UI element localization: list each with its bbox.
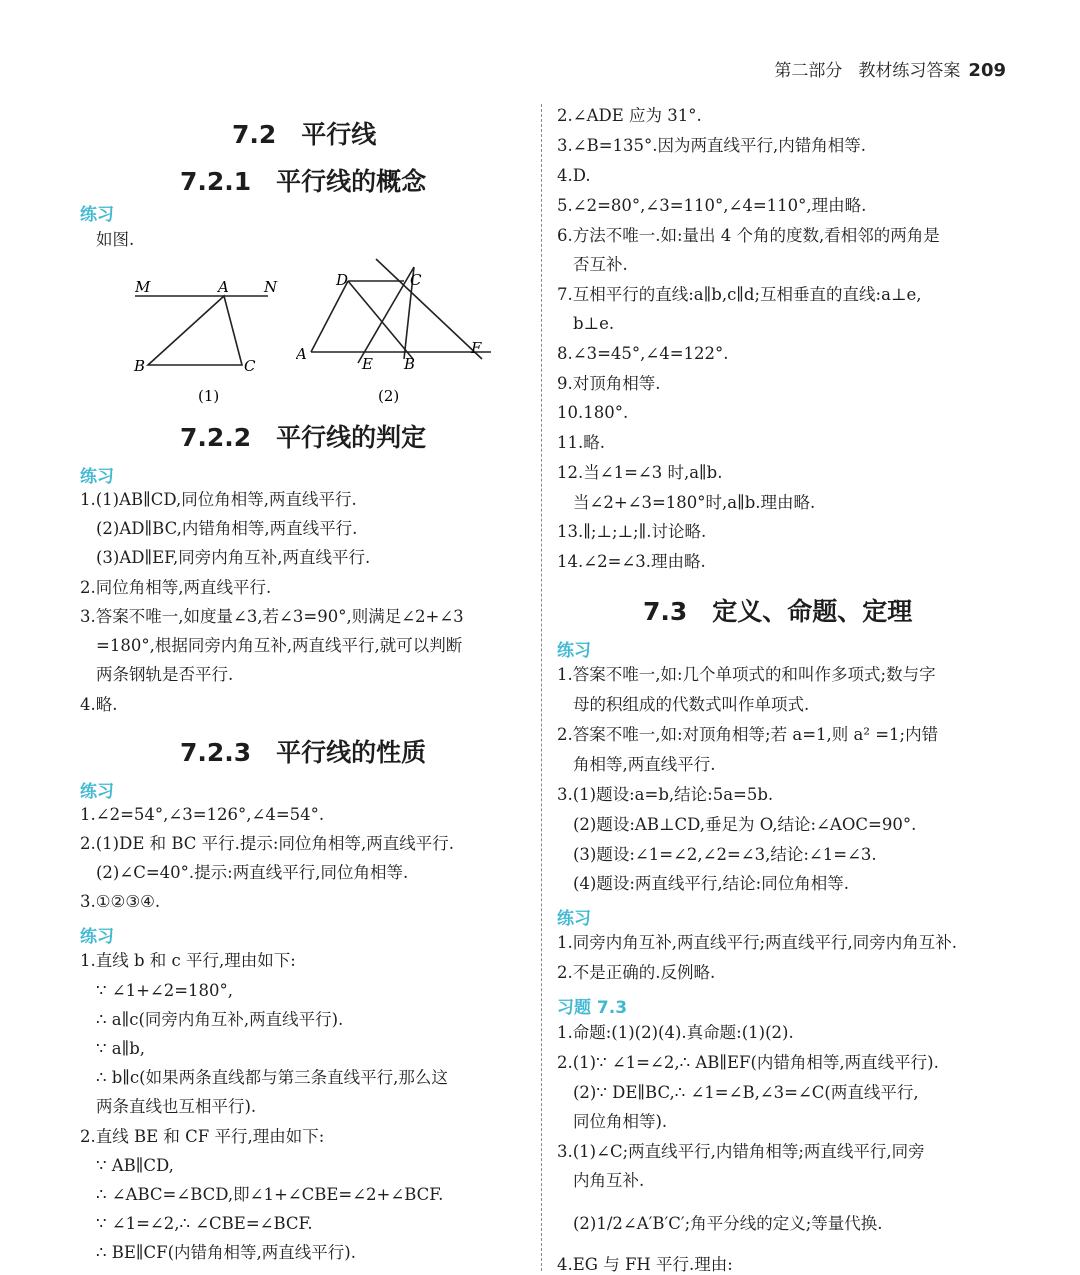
label-b: B [404,355,416,373]
answer-line: ∴ ∠ABC=∠BCD,即∠1+∠CBE=∠2+∠BCF. [96,1185,444,1204]
column-divider [541,104,542,1271]
subsection-title-7-2-3: 7.2.3 平行线的性质 [180,738,427,767]
label-c: C [244,357,256,375]
answer-line: 1.∠2=54°,∠3=126°,∠4=54°. [80,805,325,824]
answer-line: 3.①②③④. [80,892,161,911]
answer-line: 6.方法不唯一.如:量出 4 个角的度数,看相邻的两角是 [557,226,940,245]
answer-line: (2)∵ DE∥BC,∴ ∠1=∠B,∠3=∠C(两直线平行, [573,1083,919,1102]
answer-line: ∵ ∠1+∠2=180°, [96,981,234,1000]
answer-line: 如图. [96,230,135,249]
answer-line: 同位角相等). [573,1112,668,1131]
label-a: A [296,345,307,363]
answer-line: 1.同旁内角互补,两直线平行;两直线平行,同旁内角互补. [557,933,958,952]
label-e: E [362,355,373,373]
page-number: 209 [968,60,1006,81]
header-part: 第二部分 [774,61,843,81]
header-section: 教材练习答案 [858,61,961,81]
exercise-label: 练习 [80,205,114,225]
answer-line: 7.互相平行的直线:a∥b,c∥d;互相垂直的直线:a⊥e, [557,285,922,304]
answer-line: 3.(1)题设:a=b,结论:5a=5b. [557,785,774,804]
answer-line: 1.(1)AB∥CD,同位角相等,两直线平行. [80,490,357,509]
answer-line: 1.答案不唯一,如:几个单项式的和叫作多项式;数与字 [557,665,936,684]
answer-line: ∵ a∥b, [96,1039,146,1058]
answer-line: 2.∠ADE 应为 31°. [557,106,702,125]
answer-line: 1.直线 b 和 c 平行,理由如下: [80,951,296,970]
exercise-label: 练习 [80,927,114,947]
figure-1-triangle [130,270,290,410]
answer-line: (2)∠C=40°.提示:两直线平行,同位角相等. [96,863,409,882]
answer-line: 4.略. [80,695,118,714]
exercise-label: 练习 [80,782,114,802]
answer-line: 角相等,两直线平行. [573,755,716,774]
answer-line: 10.180°. [557,403,629,422]
answer-line: b⊥e. [573,314,615,333]
answer-line: 两条钢轨是否平行. [96,665,234,684]
answer-line: 母的积组成的代数式叫作单项式. [573,695,810,714]
answer-line: 3.∠B=135°.因为两直线平行,内错角相等. [557,136,866,155]
triangle-abc [148,296,242,365]
figure-2-trapezoid [296,255,496,410]
answer-line: 2.直线 BE 和 CF 平行,理由如下: [80,1127,325,1146]
figure-2-caption: (2) [378,387,400,405]
answer-line: 两条直线也互相平行). [96,1097,257,1116]
answer-line: (3)题设:∠1=∠2,∠2=∠3,结论:∠1=∠3. [573,845,877,864]
answer-line: 3.(1)∠C;两直线平行,内错角相等;两直线平行,同旁 [557,1142,925,1161]
answer-line: 1.命题:(1)(2)(4).真命题:(1)(2). [557,1023,794,1042]
label-m: M [135,278,151,296]
line-cf [376,259,482,359]
answer-line: ∴ a∥c(同旁内角互补,两直线平行). [96,1010,344,1029]
answer-line: 5.∠2=80°,∠3=110°,∠4=110°,理由略. [557,196,867,215]
exercise-label: 练习 [557,909,591,929]
answer-line: (2)AD∥BC,内错角相等,两直线平行. [96,519,358,538]
answer-line: 当∠2+∠3=180°时,a∥b.理由略. [573,493,816,512]
label-c: C [410,271,422,289]
answer-line: 11.略. [557,433,605,452]
answer-line: 内角互补. [573,1171,645,1190]
line-db [348,281,413,359]
label-f: F [471,339,482,357]
answer-line: ∴ b∥c(如果两条直线都与第三条直线平行,那么这 [96,1068,448,1087]
answer-line: (3)AD∥EF,同旁内角互补,两直线平行. [96,548,371,567]
exercise-label: 练习 [557,641,591,661]
figure-1-caption: (1) [198,387,220,405]
problem-set-label: 习题 7.3 [557,998,628,1018]
answer-line: 2.不是正确的.反例略. [557,963,716,982]
answer-line: 13.∥;⊥;⊥;∥.讨论略. [557,522,707,541]
answer-line: ∵ ∠1=∠2,∴ ∠CBE=∠BCF. [96,1214,313,1233]
answer-line: ∴ BE∥CF(内错角相等,两直线平行). [96,1243,356,1262]
page-header [774,56,1006,81]
answer-line: (2)1/2∠A′B′C′;角平分线的定义;等量代换. [573,1214,883,1233]
answer-line: 8.∠3=45°,∠4=122°. [557,344,729,363]
label-n: N [264,278,278,296]
answer-line: =180°,根据同旁内角互补,两直线平行,就可以判断 [96,636,463,655]
label-b: B [134,357,146,375]
answer-line: 2.同位角相等,两直线平行. [80,578,272,597]
answer-line: 3.答案不唯一,如度量∠3,若∠3=90°,则满足∠2+∠3 [80,607,464,626]
answer-line: 4.EG 与 FH 平行.理由: [557,1255,733,1274]
answer-line: 2.答案不唯一,如:对顶角相等;若 a=1,则 a² =1;内错 [557,725,939,744]
section-title-7-3: 7.3 定义、命题、定理 [643,597,913,626]
section-title-7-2: 7.2 平行线 [232,120,377,149]
answer-line: (4)题设:两直线平行,结论:同位角相等. [573,874,849,893]
answer-line: 否互补. [573,255,628,274]
line-ad [311,281,348,352]
answer-line: 14.∠2=∠3.理由略. [557,552,706,571]
answer-line: (2)题设:AB⊥CD,垂足为 O,结论:∠AOC=90°. [573,815,917,834]
subsection-title-7-2-1: 7.2.1 平行线的概念 [180,167,427,196]
exercise-label: 练习 [80,467,114,487]
answer-line: 4.D. [557,166,591,185]
answer-line: 2.(1)∵ ∠1=∠2,∴ AB∥EF(内错角相等,两直线平行). [557,1053,939,1072]
label-d: D [336,271,349,289]
answer-line: 9.对顶角相等. [557,374,661,393]
subsection-title-7-2-2: 7.2.2 平行线的判定 [180,423,427,452]
answer-line: ∵ AB∥CD, [96,1156,174,1175]
label-a: A [218,278,229,296]
answer-line: 12.当∠1=∠3 时,a∥b. [557,463,723,482]
answer-line: 2.(1)DE 和 BC 平行.提示:同位角相等,两直线平行. [80,834,454,853]
